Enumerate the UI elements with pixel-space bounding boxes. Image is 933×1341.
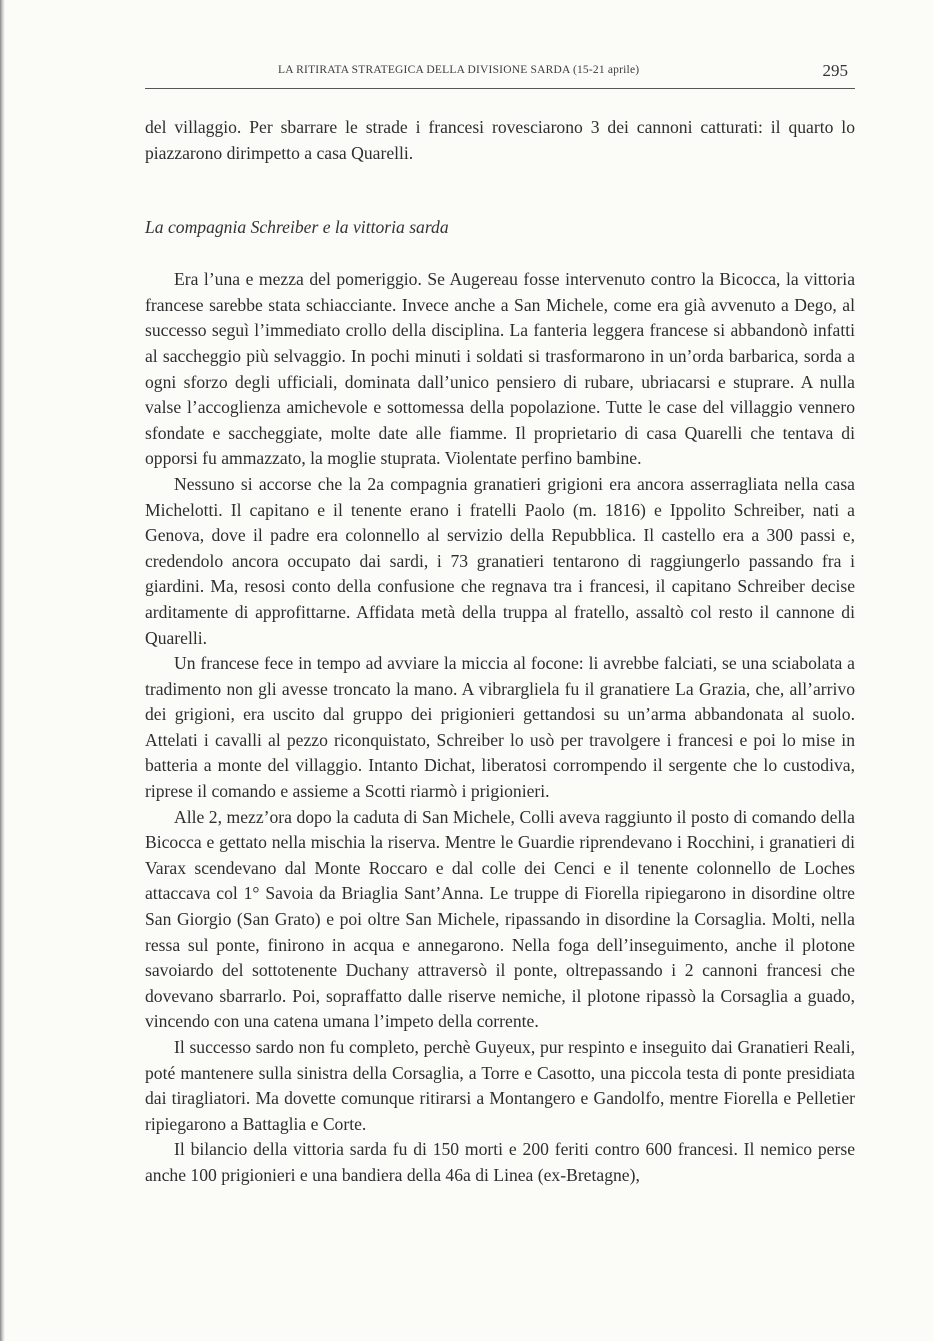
- paragraph: Il bilancio della vittoria sarda fu di 150 morti e 200 feriti contro 600 francesi. Il nemico perse anche 100 prigionieri e una bandiera della 46a di Linea (ex-Bretagne),: [145, 1139, 855, 1185]
- page-gutter-shadow: [0, 0, 5, 1341]
- header-rule: [145, 88, 855, 89]
- paragraph: Nessuno si accorse che la 2a compagnia granatieri grigioni era ancora asserragliata nella casa Michelotti. Il capitano e il tenente erano i fratelli Paolo (m. 1816) e Ippolito Schreiber, nati a Genova, dove il padre era colonnello al servizio della Repubblica. Il castello era a 300 passi e, credendolo ancora occupato dai sardi, i 73 granatieri tentarono di raggiungerlo passando fra i giardini. Ma, resosi conto della confusione che regnava tra i francesi, il capitano Schreiber decise arditamente di approfittarne. Affidata metà della truppa al fratello, assaltò col resto il cannone di Quarelli.: [145, 473, 855, 648]
- paragraph: Alle 2, mezz’ora dopo la caduta di San Michele, Colli aveva raggiunto il posto di comando della Bicocca e gettato nella mischia la riserva. Mentre le Guardie riprendevano i Rocchini, i granatieri di Varax scendevano dal Monte Roccaro e dal colle dei Cenci e il tenente colonnello de Loches attaccava col 1° Savoia da Briaglia Sant’Anna. Le truppe di Fiorella ripiegarono in disordine oltre San Giorgio (San Grato) e poi oltre San Michele, ripassando in disordine la Corsaglia. Molti, nella ressa sul ponte, finirono in acqua e annegarono. Nella foga dell’inseguimento, anche il plotone savoiardo del sottotenente Duchany attraversò il ponte, oltrepassando i 2 cannoni francesi che dovevano sbarrarlo. Poi, sopraffatto dalle riserve nemiche, il plotone ripassò la Corsaglia a guado, vincendo con una catena umana l’impeto della corrente.: [145, 806, 855, 1032]
- running-title: LA RITIRATA STRATEGICA DELLA DIVISIONE SARDA (15-21 aprile): [278, 64, 640, 76]
- opening-paragraph: del villaggio. Per sbarrare le strade i francesi rovesciarono 3 dei cannoni catturati: il quarto lo piazzarono dirimpetto a casa Quarelli.: [145, 117, 855, 163]
- paragraph: Era l’una e mezza del pomeriggio. Se Augereau fosse intervenuto contro la Bicocca, la vittoria francese sarebbe stata schiacciante. Invece anche a San Michele, come era già avvenuto a Dego, al successo seguì l’immediato crollo della disciplina. La fanteria leggera francese si abbandonò infatti al saccheggio più selvaggio. In pochi minuti i soldati si trasformarono in un’orda barbarica, sorda a ogni sforzo degli ufficiali, dominata dall’unico pensiero di rubare, ubriacarsi e stuprare. A nulla valse l’accoglienza amichevole e sottomessa della popolazione. Tutte le case del villaggio vennero sfondate e saccheggiate, molte date alle fiamme. Il proprietario di casa Quarelli che tentava di opporsi fu ammazzato, la moglie stuprata. Violentate perfino bambine.: [145, 269, 855, 469]
- paragraph: Il successo sardo non fu completo, perchè Guyeux, pur respinto e inseguito dai Granatieri Reali, poté mantenere sulla sinistra della Corsaglia, a Torre e Casotto, una piccola testa di ponte presidiata dai tiragliatori. Ma dovette comunque ritirarsi a Montangero e Gandolfo, mentre Fiorella e Pelletier ripiegarono a Battaglia e Corte.: [145, 1037, 855, 1134]
- running-header: [145, 62, 855, 86]
- main-text: [145, 115, 855, 1189]
- page-number: 295: [822, 61, 848, 80]
- paragraph: Un francese fece in tempo ad avviare la miccia al focone: li avrebbe falciati, se una sciabolata a tradimento non gli avesse troncato la mano. A vibrargliela fu il granatiere La Grazia, che, all’arrivo dei grigioni, era uscito dal gruppo dei prigionieri gettandosi su un’arma abbandonata al suolo. Attelati i cavalli al pezzo riconquistato, Schreiber lo usò per travolgere i francesi e poi lo mise in batteria a monte del villaggio. Intanto Dichat, liberatosi corrompendo il sergente che lo custodiva, riprese il comando e assieme a Scotti riarmò i prigionieri.: [145, 653, 855, 802]
- section-heading: La compagnia Schreiber e la vittoria sarda: [145, 217, 449, 238]
